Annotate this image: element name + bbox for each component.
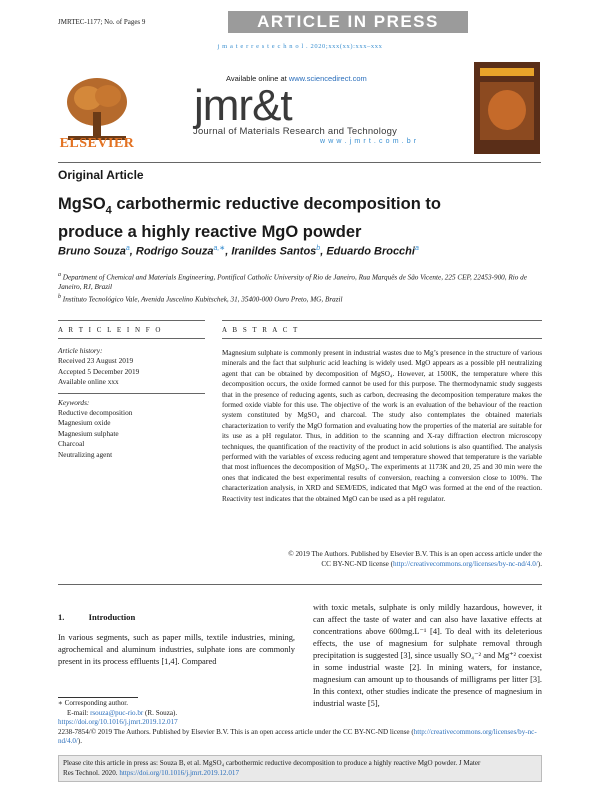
abstract-copyright <box>222 549 542 570</box>
footnotes <box>58 699 542 747</box>
article-type: Original Article <box>58 168 144 182</box>
section-number: 1. <box>58 612 65 622</box>
sciencedirect-link[interactable]: www.sciencedirect.com <box>288 74 367 83</box>
divider <box>58 584 542 585</box>
title-part: produce a highly reactive MgO powder <box>58 223 362 242</box>
author-name[interactable]: Rodrigo Souza <box>135 245 214 258</box>
email-link[interactable]: rsouza@puc-rio.br <box>90 708 144 717</box>
affiliation-sup: a <box>58 272 61 278</box>
citation-box <box>58 755 542 782</box>
divider <box>222 320 542 321</box>
author-name[interactable]: Iranildes Santos <box>231 245 317 258</box>
copyright-line: ). <box>537 560 542 569</box>
author-affil-sup: a,∗ <box>213 245 226 252</box>
keyword: Reductive decomposition <box>58 408 133 418</box>
page-header <box>0 0 600 34</box>
author-affil-sup: a <box>125 245 130 252</box>
intro-right-column: with toxic metals, sulphate is only mildly hazardous, however, it can affect the taste of water and can also have laxative effects at concentrations above 600mg.L⁻¹ [4]. To deal with its deleterious effects, the use of magnesium for sulphate removal through precipitation is suggested [3], since usually SO₄⁻² and Mg⁺² coexist in some industrial waste [2]. In mining waters, for instance, magnesium can amount up to thousands of milligrams per litter [3]. In this context, other studies indicate the presence of magnesium in industrial waste [5], <box>313 603 542 708</box>
title-subscript: 4 <box>105 204 112 217</box>
affiliation-text: Instituto Tecnológico Vale, Avenida Juscelino Kubitschek, 31, 35400-000 Ouro Preto, MG, Brazil <box>62 295 343 304</box>
article-title <box>58 193 488 243</box>
abstract-heading: A B S T R A C T <box>222 326 300 334</box>
affiliation <box>58 292 528 304</box>
available-prefix: Available online at <box>226 74 287 83</box>
article-info-heading: A R T I C L E I N F O <box>58 326 163 334</box>
copyright-line: CC BY-NC-ND license ( <box>321 560 393 569</box>
license-link[interactable]: http://creativecommons.org/licenses/by-nc-nd/4.0/ <box>393 560 538 569</box>
journal-cover-thumbnail <box>474 62 540 154</box>
keyword: Charcoal <box>58 439 85 449</box>
footnote-rule <box>58 697 138 698</box>
history-label: Article history: <box>58 346 103 355</box>
corresponding-author: ∗ Corresponding author. <box>58 699 129 707</box>
keyword: Neutralizing agent <box>58 449 113 459</box>
doi-link[interactable]: https://doi.org/10.1016/j.jmrt.2019.12.017 <box>58 718 178 727</box>
affiliation-sup: b <box>58 294 61 300</box>
citation-doi-link[interactable]: https://doi.org/10.1016/j.jmrt.2019.12.017 <box>119 769 240 777</box>
section-title: Introduction <box>88 612 136 622</box>
citation-text: Res Technol. 2020. <box>63 769 120 777</box>
author-name[interactable]: Bruno Souza <box>58 245 126 258</box>
title-part: carbothermic reductive decomposition to <box>111 195 441 213</box>
email-suffix: (R. Souza). <box>143 708 178 717</box>
abstract-text: Magnesium sulphate is commonly present in industrial wastes due to Mg’s presence in the structure of various minerals and the fact that sulphuric acid leaching is widely used. MgO appears as a possible pH neutralizing agent that can be obtained by decomposition of MgSO₄. However, at 1500K, the temperature where this decomposition occurs, the oxide formed cannot be used for this purpose. The thermodynamic study suggests that in the presence of reducing agents, such as carbon, decreasing the decomposition temperature makes the formed oxide viable for this use. The objective of the work is an evaluation of the behaviour of the reaction system constituted by MgSO₄ and charcoal. The study also contemplates the obtained materials characterization to verify the MgO formation and evaluating how the properties of the material are suitable for its use as a pH regulator. Thus, in addition to the scanning and X-ray diffraction electron microscopy techniques, the quantification of the reactivity of the product in acid solutions is also quantified. The analysis performed with the variables of excess reducing agent and temperature showed that temperature is the variable that most influences the decomposition of MgSO₄. The experiments at 1173K and 20, 25 and 30 min were the ones that indicated the best experimental results of conversion, reaching a conversion close to 100%. The characterization analysis, in XRD and SEM/EDS, indicated that MgO was formed at the end of the reaction. Reactivity test indicates that the obtained MgO can be used as a pH regulator. <box>222 349 542 503</box>
keywords-label: Keywords: <box>58 397 90 407</box>
author-list: Bruno Souza$^a$, Rodrigo Souza$^{a,∗}$, Iranildes Santos$^b$, Eduardo Brocchi$^a$ <box>58 245 419 258</box>
license-footnote: 2238-7854/© 2019 The Authors. Published by Elsevier B.V. This is an open access article under the CC BY-NC-ND license ( <box>58 727 414 736</box>
author-affil-sup: a <box>414 245 419 252</box>
elsevier-wordmark: ELSEVIER <box>59 136 135 151</box>
affiliation-text: Department of Chemical and Materials Engineering, Pontifical Catholic University of Rio de Janeiro, Rua Marquês de São Vicente, 225 CEP, 22453-900, Rio de Janeiro, RJ, Brazil <box>58 273 527 292</box>
manuscript-id: JMRTEC-1177; No. of Pages 9 <box>58 18 146 26</box>
email-label: E-mail: <box>67 708 91 717</box>
author-name[interactable]: Eduardo Brocchi <box>326 245 415 258</box>
header-divider <box>58 162 541 163</box>
author-affil-sup: b <box>316 245 321 252</box>
keyword: Magnesium sulphate <box>58 428 119 438</box>
history-item: Available online xxx <box>58 377 119 387</box>
divider <box>58 393 205 394</box>
copyright-line: © 2019 The Authors. Published by Elsevier B.V. This is an open access article under the <box>288 550 542 558</box>
intro-left-column: In various segments, such as paper mills, textile industries, mining, agrochemical and aluminum industries, sulphate ions are commonly present in its process effluents [1,4]. Compared <box>58 633 295 666</box>
citation-text: Please cite this article in press as: Souza B, et al. MgSO₄ carbothermic reductive decomposition to produce a highly reactive MgO powder. J Mater <box>63 759 481 767</box>
divider <box>58 338 205 339</box>
article-info <box>58 346 203 460</box>
divider <box>222 338 542 339</box>
divider <box>58 320 205 321</box>
running-header: j m a t e r r e s t e c h n o l . 2020;xxx(xx):xxx–xxx <box>217 43 383 50</box>
keyword: Magnesium oxide <box>58 418 111 428</box>
history-item: Accepted 5 December 2019 <box>58 366 140 376</box>
license-footnote-end: ). <box>77 737 83 746</box>
article-in-press-banner: ARTICLE IN PRESS <box>228 11 468 33</box>
history-item: Received 23 August 2019 <box>58 356 134 366</box>
introduction-heading <box>58 612 135 622</box>
journal-url-link[interactable]: w w w . j m r t . c o m . b r <box>320 138 417 145</box>
title-part: MgSO <box>58 195 106 213</box>
affiliation <box>58 270 528 292</box>
journal-full-name: Journal of Materials Research and Technology <box>193 126 398 137</box>
jmrt-logo: jmr&t <box>194 81 292 130</box>
license-link[interactable]: http://creativecommons.org/licenses/by-nc-nd/4.0/ <box>58 727 537 746</box>
